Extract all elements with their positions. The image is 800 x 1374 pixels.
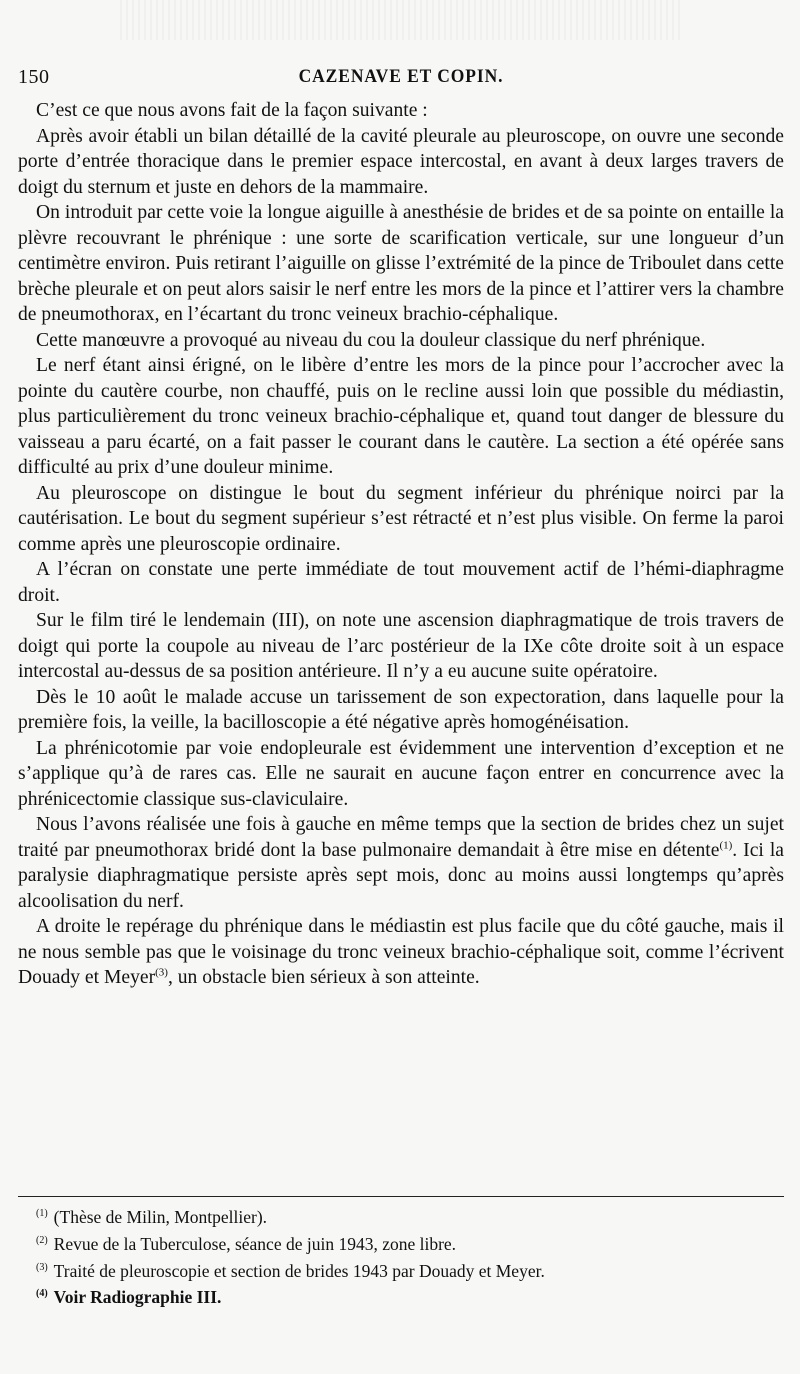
footnote-text: Revue de la Tuberculose, séance de juin 1943, zone libre. bbox=[53, 1233, 457, 1254]
footnote-mark: (3) bbox=[36, 1261, 48, 1273]
footnote bbox=[36, 1256, 776, 1283]
paragraph-left-side bbox=[18, 812, 784, 914]
paragraph: On introduit par cette voie la longue aiguille à anesthésie de brides et de sa pointe on entaille la plèvre recouvrant le phrénique : une sorte de scarification verticale, sur une longueur d’un centimètre environ. Puis retirant l’aiguille on glisse l’extrémité de la pince de Triboulet dans cette brèche pleurale et on peut alors saisir le nerf entre les mors de la pince et l’attirer vers la chambre de pneumothorax, en l’écartant du tronc veineux brachio-céphalique. bbox=[18, 202, 784, 325]
paragraph-text: , un obstacle bien sérieux à son atteinte. bbox=[167, 967, 480, 988]
paragraph: C’est ce que nous avons fait de la façon suivante : bbox=[36, 100, 428, 121]
paragraph-text: Nous l’avons réalisée une fois à gauche en même temps que la section de brides chez un sujet traité par pneumothorax bridé dont la base pulmonaire demandait à être mise en détente bbox=[18, 814, 784, 861]
page-header bbox=[18, 66, 784, 96]
paragraph: Après avoir établi un bilan détaillé de la cavité pleurale au pleuroscope, on ouvre une seconde porte d’entrée thoracique dans le premier espace intercostal, en avant à deux larges travers de doigt du sternum et juste en dehors de la mammaire. bbox=[18, 125, 784, 198]
footnote bbox=[36, 1202, 776, 1229]
paragraph: A l’écran on constate une perte immédiate de tout mouvement actif de l’hémi-diaphragme droit. bbox=[18, 559, 784, 606]
paragraph: Sur le film tiré le lendemain (III), on note une ascension diaphragmatique de trois travers de doigt qui porte la coupole au niveau de l’arc postérieur de la IXe côte droite soit à un espace intercostal au-dessus de sa position antérieure. Il n’y a eu aucune suite opératoire. bbox=[18, 610, 784, 682]
footnote-divider bbox=[18, 1196, 784, 1197]
scan-noise bbox=[120, 0, 680, 40]
paragraph: Au pleuroscope on distingue le bout du segment inférieur du phrénique noirci par la cautérisation. Le bout du segment supérieur s’est rétracté et n’est plus visible. On ferme la paroi comme après une pleuroscopie ordinaire. bbox=[18, 482, 784, 555]
footnote bbox=[36, 1229, 776, 1256]
paragraph: Cette manœuvre a provoqué au niveau du cou la douleur classique du nerf phrénique. bbox=[36, 329, 706, 351]
running-title: CAZENAVE ET COPIN. bbox=[298, 66, 504, 87]
footnote-text: Voir Radiographie III. bbox=[53, 1287, 222, 1308]
footnote-ref: (3) bbox=[155, 966, 168, 979]
footnote-mark: (1) bbox=[36, 1208, 48, 1219]
paragraph-text: A droite le repérage du phrénique dans le médiastin est plus facile que du côté gauche, mais il ne nous semble pas que le voisinage du tronc veineux brachio-céphalique soit, comme l’écrivent Douady et Meyer bbox=[18, 916, 784, 988]
paragraph-text: . Ici la paralysie diaphragmatique persiste après sept mois, donc au moins aussi longtemps qu’après alcoolisation du nerf. bbox=[18, 839, 784, 912]
footnote-mark: (4) bbox=[36, 1288, 48, 1300]
footnote-text: (Thèse de Milin, Montpellier). bbox=[53, 1206, 268, 1227]
paragraph: Le nerf étant ainsi érigné, on le libère d’entre les mors de la pince pour l’accrocher avec la pointe du cautère courbe, non chauffé, puis on le recline aussi loin que possible du médiastin, plus particulièrement du tronc veineux brachio-céphalique et, quand tout danger de blessure du vaisseau a paru écarté, on a fait passer le courant dans le cautère. La section a été opérée sans difficulté au prix d’une douleur minime. bbox=[18, 355, 784, 478]
footnote-ref: (1) bbox=[719, 838, 733, 851]
footnote bbox=[36, 1282, 776, 1309]
footnote-mark: (2) bbox=[36, 1234, 48, 1246]
paragraph: Dès le 10 août le malade accuse un tarissement de son expectoration, dans laquelle pour la première fois, la veille, la bacilloscopie a été négative après homogénéisation. bbox=[18, 686, 784, 733]
paragraph: La phrénicotomie par voie endopleurale est évidemment une intervention d’exception et ne s’applique qu’à de rares cas. Elle ne saurait en aucune façon entrer en concurrence avec la phrénicectomie classique sus-claviculaire. bbox=[18, 737, 784, 810]
paragraph-right-side bbox=[18, 914, 784, 991]
footnotes bbox=[36, 1202, 776, 1309]
body-text bbox=[18, 98, 784, 991]
footnote-text: Traité de pleuroscopie et section de brides 1943 par Douady et Meyer. bbox=[53, 1260, 545, 1281]
page-number: 150 bbox=[18, 66, 50, 88]
